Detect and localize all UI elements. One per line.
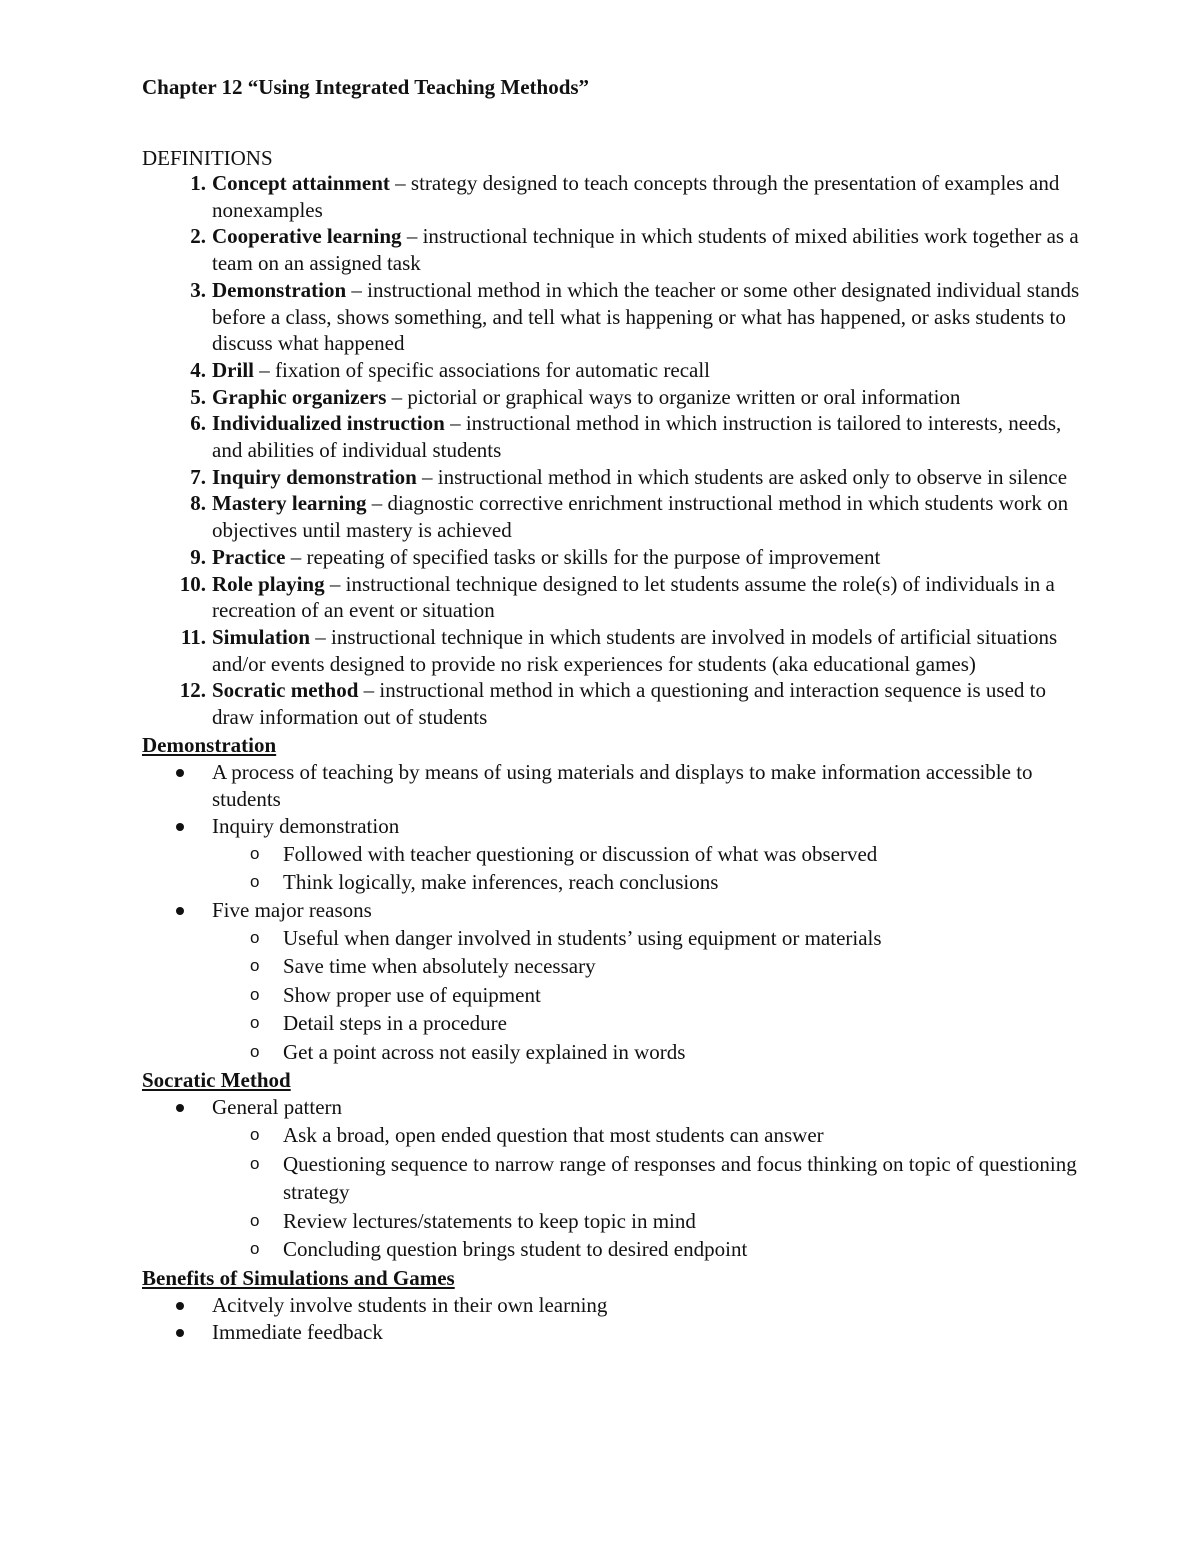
definitions-list — [142, 170, 1082, 1346]
definition-number: 1. — [190, 171, 206, 195]
bullet-text: Five major reasons — [212, 897, 372, 922]
sub-bullet-item — [142, 1150, 1082, 1207]
sub-bullet-marker: o — [250, 984, 260, 1004]
sub-bullet-text: Show proper use of equipment — [283, 982, 541, 1007]
page-title: Chapter 12 “Using Integrated Teaching Methods” — [142, 75, 590, 99]
definition-number: 11. — [180, 624, 206, 649]
sub-bullet-text: Followed with teacher questioning or discussion of what was observed — [283, 841, 878, 866]
sub-bullet-marker: o — [250, 1041, 260, 1061]
bullet-icon — [176, 1302, 184, 1310]
sub-bullet-item — [142, 840, 1082, 869]
definition-item — [142, 410, 1082, 463]
definition-text: – instructional technique designed to let students assume the role(s) of individuals in a recreation of an event or situation — [212, 571, 1055, 623]
sub-bullet-item — [142, 1235, 1082, 1264]
sub-bullet-item — [142, 924, 1082, 953]
bullet-icon — [176, 1329, 184, 1337]
definition-term: Socratic method — [212, 678, 359, 703]
sub-bullet-marker: o — [250, 1013, 260, 1033]
sub-bullet-text: Think logically, make inferences, reach conclusions — [283, 870, 719, 895]
definition-text: – instructional method in which instruction is tailored to interests, needs, and abilities of individual students — [212, 411, 1062, 463]
sub-bullet-text: Get a point across not easily explained in words — [283, 1039, 686, 1064]
bullet-item — [142, 1094, 1082, 1121]
bullet-item — [142, 759, 1082, 813]
section — [142, 731, 1082, 1067]
sub-bullet-marker: o — [250, 956, 260, 976]
definition-item — [142, 624, 1082, 677]
definition-number: 2. — [190, 224, 206, 249]
bullet-text: A process of teaching by means of using materials and displays to make information accessible to students — [212, 759, 1033, 811]
definition-term: Simulation — [212, 624, 311, 649]
section-heading: Demonstration — [142, 732, 277, 757]
sub-bullet-marker: o — [250, 1125, 260, 1145]
definition-text: – fixation of specific associations for automatic recall — [254, 357, 711, 382]
section-heading: Benefits of Simulations and Games — [142, 1265, 455, 1290]
bullet-item — [142, 1292, 1082, 1319]
sub-bullet-item — [142, 1121, 1082, 1150]
sub-bullet-item — [142, 981, 1082, 1010]
sub-bullet-text: Save time when absolutely necessary — [283, 954, 596, 979]
definition-text: – instructional method in which students are asked only to observe in silence — [416, 464, 1068, 489]
definition-number: 6. — [190, 411, 206, 436]
bullet-item — [142, 1319, 1082, 1346]
sub-bullet-text: Detail steps in a procedure — [283, 1011, 507, 1036]
sub-bullet-text: Review lectures/statements to keep topic in mind — [283, 1208, 696, 1233]
bullet-text: General pattern — [212, 1095, 343, 1120]
definition-number: 9. — [190, 544, 206, 569]
bullet-item — [142, 897, 1082, 924]
sub-bullet-text: Ask a broad, open ended question that most students can answer — [283, 1123, 824, 1148]
definition-item — [142, 490, 1082, 543]
bullet-text: Immediate feedback — [212, 1319, 383, 1344]
definition-item — [142, 544, 1082, 571]
definition-text: – repeating of specified tasks or skills for the purpose of improvement — [285, 544, 881, 569]
definition-number: 10. — [179, 571, 206, 596]
bullet-text: Inquiry demonstration — [212, 813, 400, 838]
definition-term: Mastery learning — [212, 491, 367, 516]
definition-term: Demonstration — [212, 277, 347, 302]
sub-bullet-item — [142, 868, 1082, 897]
definition-item — [142, 571, 1082, 624]
definition-text: – pictorial or graphical ways to organize written or oral information — [386, 384, 961, 409]
sub-bullet-marker: o — [250, 872, 260, 892]
definition-term: Role playing — [212, 571, 325, 596]
sub-bullet-text: Questioning sequence to narrow range of responses and focus thinking on topic of questioning strategy — [283, 1151, 1077, 1205]
section — [142, 1264, 1082, 1346]
definition-item — [142, 223, 1082, 276]
sub-bullet-marker: o — [250, 1239, 260, 1259]
definition-text: – instructional method in which a questioning and interaction sequence is used to draw information out of students — [212, 678, 1046, 730]
definition-item — [142, 677, 1082, 730]
definition-term: Practice — [212, 544, 286, 569]
definition-number: 3. — [190, 277, 206, 302]
definition-term: Individualized instruction — [212, 411, 445, 436]
sub-bullet-marker: o — [250, 843, 260, 863]
definition-item — [142, 277, 1082, 357]
definition-term: Inquiry demonstration — [212, 464, 417, 489]
bullet-item — [142, 813, 1082, 840]
sub-bullet-marker: o — [250, 1210, 260, 1230]
definition-number: 8. — [190, 491, 206, 516]
definition-term: Graphic organizers — [212, 384, 387, 409]
definition-number: 7. — [190, 464, 206, 489]
bullet-icon — [176, 769, 184, 777]
definition-number: 12. — [179, 678, 206, 703]
sub-bullet-text: Useful when danger involved in students’ using equipment or materials — [283, 925, 882, 950]
section-heading: Socratic Method — [142, 1068, 291, 1093]
sub-bullet-item — [142, 1038, 1082, 1067]
sub-bullet-marker: o — [250, 927, 260, 947]
section — [142, 1066, 1082, 1264]
sub-bullet-item — [142, 1207, 1082, 1236]
definition-item — [142, 170, 1082, 223]
definition-text: – diagnostic corrective enrichment instructional method in which students work on objectives until mastery is achieved — [212, 491, 1069, 543]
bullet-icon — [176, 1104, 184, 1112]
definition-text: – instructional technique in which students are involved in models of artificial situations and/or events designed to provide no risk experiences for students (aka educational games) — [212, 624, 1058, 676]
sub-bullet-item — [142, 952, 1082, 981]
definition-number: 4. — [190, 357, 206, 382]
definitions-heading: DEFINITIONS — [142, 146, 273, 170]
definition-text: – instructional technique in which students of mixed abilities work together as a team on an assigned task — [212, 224, 1079, 276]
definition-item — [142, 464, 1082, 491]
definition-term: Cooperative learning — [212, 224, 402, 249]
sub-bullet-item — [142, 1009, 1082, 1038]
sub-bullet-marker: o — [250, 1153, 260, 1173]
bullet-icon — [176, 907, 184, 915]
definition-text: – strategy designed to teach concepts through the presentation of examples and nonexamples — [212, 171, 1060, 222]
definition-term: Drill — [212, 357, 254, 382]
definition-number: 5. — [190, 384, 206, 409]
definition-item — [142, 384, 1082, 411]
definition-item — [142, 357, 1082, 384]
definition-text: – instructional method in which the teacher or some other designated individual stands before a class, shows something, and tell what is happening or what has happened, or asks students to discuss what happened — [212, 277, 1080, 356]
definition-term: Concept attainment — [212, 171, 390, 195]
sub-bullet-text: Concluding question brings student to desired endpoint — [283, 1237, 748, 1262]
bullet-text: Acitvely involve students in their own learning — [212, 1292, 608, 1317]
bullet-icon — [176, 823, 184, 831]
